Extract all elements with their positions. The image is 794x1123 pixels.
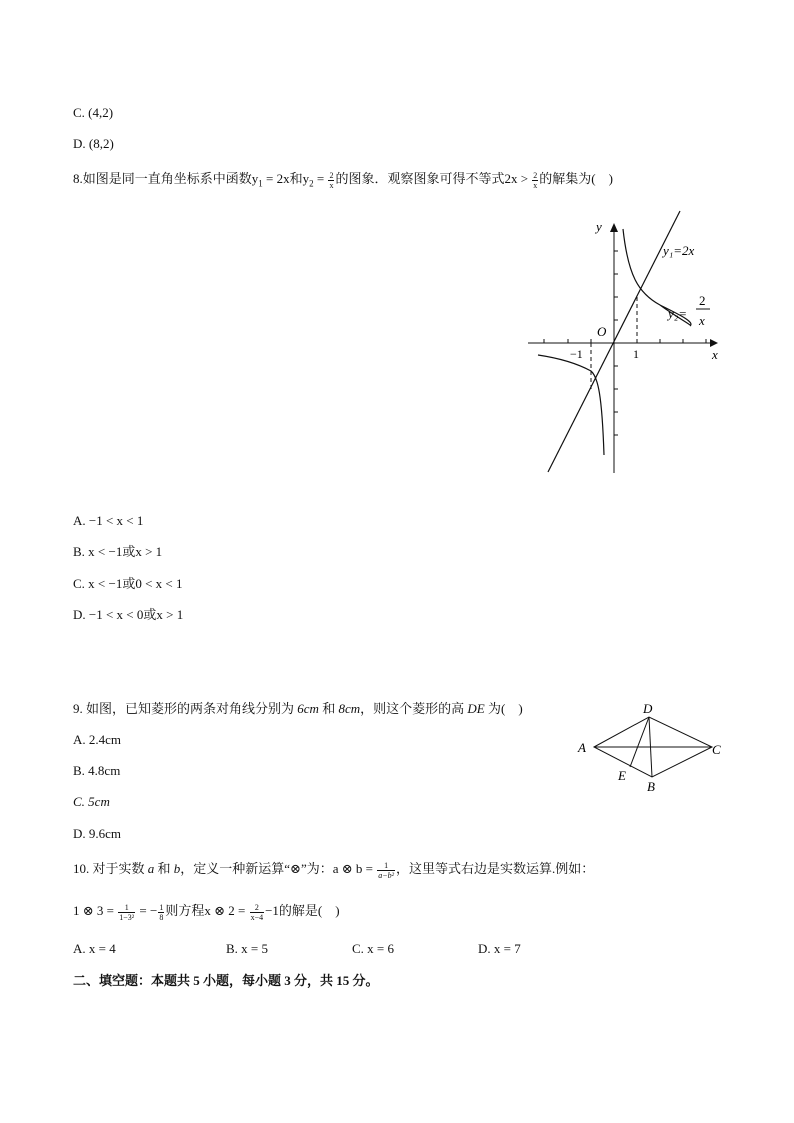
q10-option-d: D. x = 7: [478, 941, 521, 956]
q8-text4: 的图象．观察图象可得不等式2x >: [335, 171, 532, 186]
q8-option-d: D. −1 < x < 0或x > 1: [73, 607, 184, 622]
y-axis-label: y: [596, 219, 602, 234]
q9-option-b: B. 4.8cm: [73, 763, 121, 778]
q8-fraction-1: $\frac{2}{x}$: [329, 170, 334, 190]
q10-equation-post: −1的解是( ): [265, 903, 340, 918]
point-e-label: E: [618, 768, 626, 783]
q8-sub2: 2: [309, 178, 314, 189]
q9-text-post1: ，则这个菱形的高: [360, 701, 468, 716]
q9-diagonal-1: 6cm: [297, 701, 319, 716]
q10-var-b: b: [173, 861, 181, 876]
origin-label: O: [597, 324, 607, 339]
q10-text-mid: ，定义一种新运算“⊗”为：a ⊗ b =: [180, 861, 377, 876]
x-axis-label: x: [712, 347, 718, 362]
q8-sub1: 1: [258, 178, 263, 189]
y-axis-arrow: [610, 223, 618, 232]
q10-option-c: C. x = 6: [352, 941, 395, 956]
q9-diagonal-2: 8cm: [338, 701, 361, 716]
height-de: [630, 717, 649, 767]
q10-option-b: B. x = 5: [226, 941, 269, 956]
tick-neg1-label: −1: [570, 347, 583, 361]
point-c-label: C: [712, 742, 721, 757]
y2-label-den: x: [699, 313, 705, 328]
hyperbola-branch-negative: [538, 355, 604, 455]
q7-option-d: D. (8,2): [73, 136, 114, 151]
q9-rhombus-diagram: [572, 700, 732, 798]
point-d-label: D: [643, 701, 653, 716]
q8-text2: = 2x和y: [262, 171, 310, 186]
q10-example-mid: = −: [136, 903, 158, 918]
y2-label-prefix: y₂=: [668, 306, 688, 321]
q10-stem-line2: [73, 902, 340, 922]
y2-label-num: 2: [699, 293, 706, 308]
q7-option-c: C. (4,2): [73, 105, 114, 120]
q10-equation-fraction: $\frac{2}{x-4}$: [250, 902, 264, 922]
q10-text-and: 和: [154, 861, 174, 876]
q8-fraction-2: $\frac{2}{x}$: [533, 170, 538, 190]
q10-example-fraction-2: $\frac{1}{8}$: [159, 902, 164, 922]
q10-example-fraction: $\frac{1}{\text{1−3²}}$: [119, 902, 135, 922]
q8-option-b: B. x < −1或x > 1: [73, 544, 163, 559]
q9-option-a: A. 2.4cm: [73, 732, 122, 747]
q10-var-a: a: [147, 861, 155, 876]
tick-1-label: 1: [633, 347, 639, 361]
q10-option-a: A. x = 4: [73, 941, 116, 956]
q8-text5: 的解集为( ): [539, 171, 613, 186]
q9-height-de: DE: [467, 701, 485, 716]
x-axis-arrow: [710, 339, 718, 347]
q10-equation-pre: 则方程x ⊗ 2 =: [165, 903, 249, 918]
q8-function-graph: [520, 205, 730, 480]
q9-stem: [73, 700, 523, 718]
q9-option-d: D. 9.6cm: [73, 826, 122, 841]
q9-text-post2: 为( ): [484, 701, 523, 716]
q9-option-c: C. 5cm: [73, 794, 110, 809]
q10-text-post: ，这里等式右边是实数运算.例如：: [396, 861, 595, 876]
y1-label: y₁=2x: [663, 243, 695, 258]
q9-text-pre: 9. 如图，已知菱形的两条对角线分别为: [73, 701, 298, 716]
q10-stem-line1: [73, 860, 594, 880]
q8-number: 8.: [73, 171, 83, 186]
x-ticks: [544, 339, 706, 343]
q9-text-mid: 和: [318, 701, 339, 716]
q10-text-pre: 10. 对于实数: [73, 861, 148, 876]
q8-stem: [73, 170, 613, 193]
q8-text3: =: [313, 171, 328, 186]
point-a-label: A: [578, 740, 586, 755]
q8-text1: 如图是同一直角坐标系中函数y: [82, 171, 259, 186]
q10-definition-fraction: $\frac{1}{\text{a−b²}}$: [378, 860, 395, 880]
section-2-heading: 二、填空题：本题共 5 小题，每小题 3 分，共 15 分。: [73, 973, 379, 988]
q8-option-c: C. x < −1或0 < x < 1: [73, 576, 183, 591]
point-b-label: B: [647, 779, 655, 794]
q10-example-pre: 1 ⊗ 3 =: [73, 903, 118, 918]
q8-option-a: A. −1 < x < 1: [73, 513, 144, 528]
